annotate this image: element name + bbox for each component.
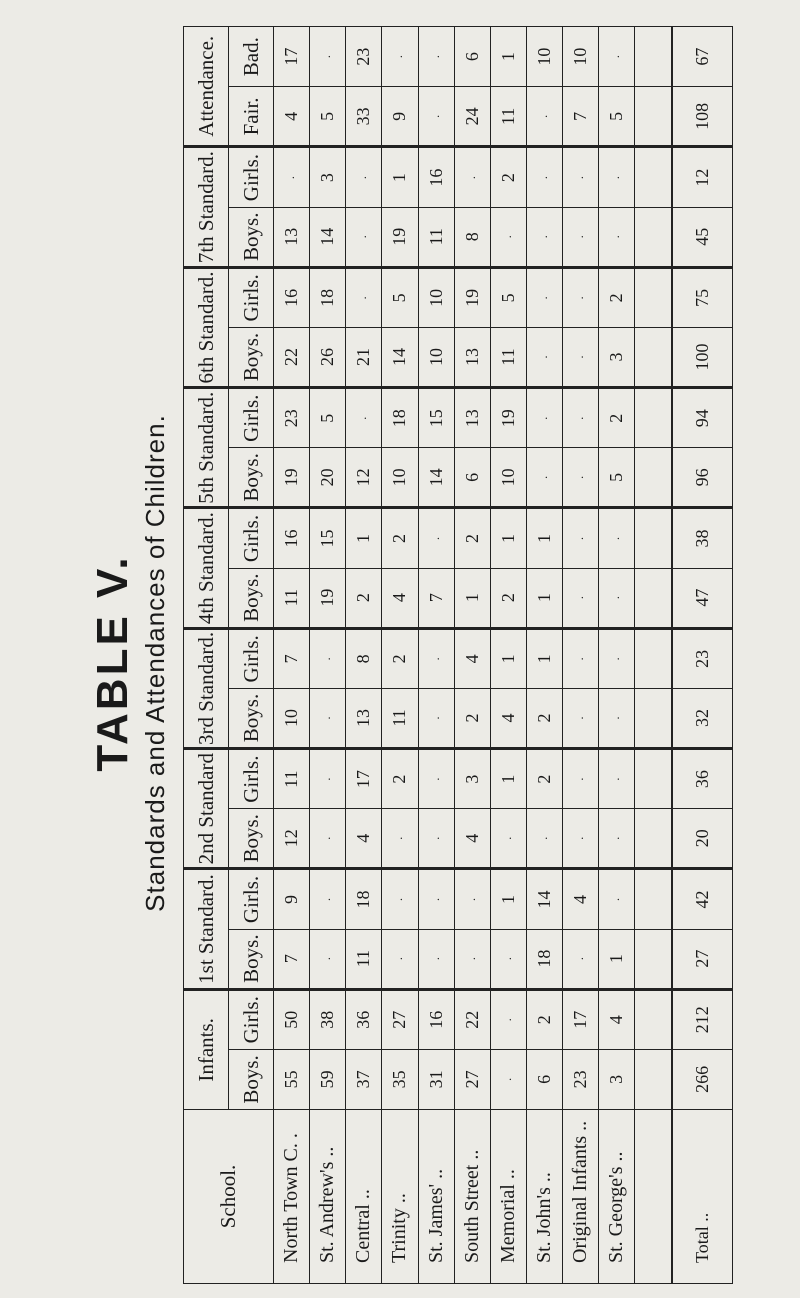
value-cell: · [563, 809, 599, 869]
value-cell: 4 [563, 869, 599, 929]
value-cell: 14 [382, 327, 418, 387]
value-cell: · [526, 87, 562, 147]
value-cell: 2 [346, 568, 382, 628]
value-cell: · [563, 508, 599, 568]
value-cell: 4 [490, 688, 526, 748]
sub-header: Girls. [229, 749, 274, 809]
value-cell: 18 [526, 929, 562, 989]
spacer-row [635, 27, 672, 1284]
value-cell: 3 [454, 749, 490, 809]
value-cell: 2 [454, 508, 490, 568]
value-cell: · [418, 508, 454, 568]
total-cell: 266 [672, 1049, 733, 1109]
value-cell: 1 [490, 628, 526, 688]
value-cell: · [599, 147, 635, 207]
value-cell: 19 [382, 207, 418, 267]
standards-table [183, 26, 733, 1284]
value-cell: 4 [454, 628, 490, 688]
value-cell: 2 [526, 688, 562, 748]
group-header: 3rd Standard. [184, 628, 229, 748]
school-name: St. George's .. [599, 1110, 635, 1284]
sub-header: Boys. [229, 1049, 274, 1109]
value-cell: · [382, 869, 418, 929]
value-cell: 1 [490, 508, 526, 568]
value-cell: 21 [346, 327, 382, 387]
school-name: St. John's .. [526, 1110, 562, 1284]
total-cell: 94 [672, 388, 733, 448]
value-cell: 1 [490, 869, 526, 929]
value-cell: 13 [274, 207, 310, 267]
value-cell: 4 [274, 87, 310, 147]
value-cell: · [599, 27, 635, 87]
value-cell: 2 [454, 688, 490, 748]
value-cell: 23 [274, 388, 310, 448]
value-cell: 20 [310, 448, 346, 508]
school-name: Original Infants .. [563, 1110, 599, 1284]
school-name: Memorial .. [490, 1110, 526, 1284]
total-cell: 100 [672, 327, 733, 387]
value-cell: 5 [310, 87, 346, 147]
value-cell: · [599, 207, 635, 267]
total-cell: 20 [672, 809, 733, 869]
value-cell: 10 [563, 27, 599, 87]
value-cell: 55 [274, 1049, 310, 1109]
value-cell: 18 [310, 267, 346, 327]
value-cell: · [490, 809, 526, 869]
value-cell: · [454, 147, 490, 207]
value-cell: 1 [490, 749, 526, 809]
value-cell: · [526, 809, 562, 869]
value-cell: 23 [563, 1049, 599, 1109]
sub-header: Bad. [229, 27, 274, 87]
table-row [490, 27, 526, 1284]
sub-header: Girls. [229, 508, 274, 568]
value-cell: 14 [310, 207, 346, 267]
value-cell: · [563, 628, 599, 688]
value-cell: · [310, 688, 346, 748]
school-name: North Town C. . [274, 1110, 310, 1284]
value-cell: 5 [490, 267, 526, 327]
value-cell: · [382, 809, 418, 869]
value-cell: · [599, 688, 635, 748]
value-cell: · [599, 749, 635, 809]
value-cell: · [346, 388, 382, 448]
value-cell: 11 [418, 207, 454, 267]
value-cell: · [526, 267, 562, 327]
table-row [418, 27, 454, 1284]
sub-header: Girls. [229, 267, 274, 327]
value-cell: 10 [526, 27, 562, 87]
value-cell: · [526, 207, 562, 267]
value-cell: · [599, 628, 635, 688]
value-cell: 59 [310, 1049, 346, 1109]
value-cell: 5 [599, 87, 635, 147]
value-cell: 6 [454, 448, 490, 508]
value-cell: · [563, 568, 599, 628]
total-cell: 38 [672, 508, 733, 568]
table-row [274, 27, 310, 1284]
value-cell: 6 [454, 27, 490, 87]
value-cell: · [310, 809, 346, 869]
sub-header: Boys. [229, 207, 274, 267]
table-row [454, 27, 490, 1284]
value-cell: 12 [346, 448, 382, 508]
value-cell: 26 [310, 327, 346, 387]
value-cell: 1 [382, 147, 418, 207]
value-cell: · [563, 388, 599, 448]
value-cell: · [310, 869, 346, 929]
value-cell: · [490, 929, 526, 989]
value-cell: 14 [526, 869, 562, 929]
total-label: Total .. [672, 1110, 733, 1284]
table-row [346, 27, 382, 1284]
value-cell: 17 [563, 989, 599, 1049]
value-cell: 13 [454, 327, 490, 387]
value-cell: 31 [418, 1049, 454, 1109]
value-cell: 2 [490, 568, 526, 628]
total-cell: 36 [672, 749, 733, 809]
value-cell: · [599, 869, 635, 929]
value-cell: 16 [274, 508, 310, 568]
value-cell: · [526, 147, 562, 207]
total-cell: 32 [672, 688, 733, 748]
value-cell: · [418, 869, 454, 929]
value-cell: · [563, 929, 599, 989]
value-cell: 27 [454, 1049, 490, 1109]
value-cell: 15 [418, 388, 454, 448]
value-cell: 17 [346, 749, 382, 809]
value-cell: 11 [490, 327, 526, 387]
value-cell: 5 [599, 448, 635, 508]
school-name: St. Andrew's .. [310, 1110, 346, 1284]
value-cell: · [563, 688, 599, 748]
value-cell: 38 [310, 989, 346, 1049]
value-cell: · [418, 809, 454, 869]
school-name: South Street .. [454, 1110, 490, 1284]
value-cell: 2 [599, 388, 635, 448]
total-cell: 12 [672, 147, 733, 207]
value-cell: 1 [526, 628, 562, 688]
value-cell: · [526, 388, 562, 448]
total-cell: 23 [672, 628, 733, 688]
value-cell: 16 [418, 147, 454, 207]
value-cell: · [346, 207, 382, 267]
value-cell: · [563, 749, 599, 809]
value-cell: · [454, 929, 490, 989]
sub-header: Girls. [229, 869, 274, 929]
sub-header: Boys. [229, 688, 274, 748]
group-header: 5th Standard. [184, 388, 229, 508]
value-cell: 3 [310, 147, 346, 207]
value-cell: 1 [526, 508, 562, 568]
value-cell: 6 [526, 1049, 562, 1109]
page-title: TABLE V. [88, 554, 137, 772]
value-cell: 1 [526, 568, 562, 628]
total-cell: 42 [672, 869, 733, 929]
value-cell: 10 [274, 688, 310, 748]
value-cell: · [310, 929, 346, 989]
value-cell: 19 [310, 568, 346, 628]
value-cell: 11 [274, 568, 310, 628]
total-cell: 212 [672, 989, 733, 1049]
value-cell: 1 [599, 929, 635, 989]
value-cell: 5 [310, 388, 346, 448]
table-row [310, 27, 346, 1284]
table-row [382, 27, 418, 1284]
value-cell: · [274, 147, 310, 207]
value-cell: 2 [599, 267, 635, 327]
total-row [672, 27, 733, 1284]
value-cell: · [418, 27, 454, 87]
value-cell: 13 [454, 388, 490, 448]
page-subtitle: Standards and Attendances of Children. [140, 414, 170, 912]
group-header: 1st Standard. [184, 869, 229, 989]
value-cell: · [563, 147, 599, 207]
value-cell: 3 [599, 1049, 635, 1109]
value-cell: · [346, 147, 382, 207]
value-cell: 1 [454, 568, 490, 628]
school-name: St. James' .. [418, 1110, 454, 1284]
value-cell: 2 [382, 508, 418, 568]
sub-header: Boys. [229, 929, 274, 989]
sub-header: Girls. [229, 989, 274, 1049]
value-cell: 3 [599, 327, 635, 387]
total-cell: 47 [672, 568, 733, 628]
value-cell: · [563, 267, 599, 327]
value-cell: 11 [382, 688, 418, 748]
value-cell: · [382, 27, 418, 87]
value-cell: 9 [274, 869, 310, 929]
group-header: Attendance. [184, 27, 229, 148]
value-cell: 18 [346, 869, 382, 929]
value-cell: 19 [490, 388, 526, 448]
value-cell: 19 [454, 267, 490, 327]
value-cell: 36 [346, 989, 382, 1049]
value-cell: 27 [382, 989, 418, 1049]
sub-header: Boys. [229, 327, 274, 387]
total-cell: 96 [672, 448, 733, 508]
value-cell: · [490, 1049, 526, 1109]
value-cell: · [310, 27, 346, 87]
value-cell: · [310, 628, 346, 688]
value-cell: 15 [310, 508, 346, 568]
value-cell: 12 [274, 809, 310, 869]
school-name: Central .. [346, 1110, 382, 1284]
group-header: 2nd Standard [184, 749, 229, 869]
value-cell: 10 [490, 448, 526, 508]
sub-header: Girls. [229, 147, 274, 207]
value-cell: · [526, 327, 562, 387]
value-cell: 2 [490, 147, 526, 207]
sub-header: Fair. [229, 87, 274, 147]
value-cell: 24 [454, 87, 490, 147]
value-cell: 19 [274, 448, 310, 508]
value-cell: · [382, 929, 418, 989]
value-cell: 7 [274, 929, 310, 989]
value-cell: 11 [346, 929, 382, 989]
value-cell: 35 [382, 1049, 418, 1109]
group-header: 6th Standard. [184, 267, 229, 387]
value-cell: 2 [526, 749, 562, 809]
value-cell: · [418, 87, 454, 147]
value-cell: 4 [346, 809, 382, 869]
value-cell: · [418, 749, 454, 809]
table-row [599, 27, 635, 1284]
value-cell: · [599, 809, 635, 869]
value-cell: 16 [418, 989, 454, 1049]
value-cell: 17 [274, 27, 310, 87]
value-cell: 37 [346, 1049, 382, 1109]
value-cell: 13 [346, 688, 382, 748]
school-header: School. [184, 1110, 274, 1284]
value-cell: 4 [454, 809, 490, 869]
group-header: Infants. [184, 989, 229, 1109]
total-cell: 67 [672, 27, 733, 87]
total-cell: 75 [672, 267, 733, 327]
value-cell: 50 [274, 989, 310, 1049]
value-cell: 7 [274, 628, 310, 688]
value-cell: 8 [346, 628, 382, 688]
value-cell: 8 [454, 207, 490, 267]
value-cell: 1 [346, 508, 382, 568]
value-cell: 7 [563, 87, 599, 147]
value-cell: 18 [382, 388, 418, 448]
school-name: Trinity .. [382, 1110, 418, 1284]
value-cell: · [563, 448, 599, 508]
sub-header: Boys. [229, 568, 274, 628]
value-cell: 9 [382, 87, 418, 147]
value-cell: 5 [382, 267, 418, 327]
value-cell: · [418, 628, 454, 688]
value-cell: · [563, 207, 599, 267]
sub-header: Girls. [229, 628, 274, 688]
total-cell: 27 [672, 929, 733, 989]
value-cell: 33 [346, 87, 382, 147]
sub-header: Boys. [229, 448, 274, 508]
value-cell: 11 [274, 749, 310, 809]
value-cell: 7 [418, 568, 454, 628]
value-cell: 22 [454, 989, 490, 1049]
value-cell: · [490, 989, 526, 1049]
value-cell: · [563, 327, 599, 387]
value-cell: 10 [418, 267, 454, 327]
value-cell: · [454, 869, 490, 929]
table-row [526, 27, 562, 1284]
value-cell: 10 [418, 327, 454, 387]
value-cell: 23 [346, 27, 382, 87]
value-cell: · [490, 207, 526, 267]
group-header: 7th Standard. [184, 147, 229, 267]
value-cell: 11 [490, 87, 526, 147]
value-cell: 4 [382, 568, 418, 628]
total-cell: 108 [672, 87, 733, 147]
value-cell: · [310, 749, 346, 809]
value-cell: · [526, 448, 562, 508]
sub-header: Girls. [229, 388, 274, 448]
value-cell: · [599, 568, 635, 628]
sub-header: Boys. [229, 809, 274, 869]
value-cell: 2 [382, 628, 418, 688]
value-cell: · [418, 688, 454, 748]
value-cell: 4 [599, 989, 635, 1049]
value-cell: 14 [418, 448, 454, 508]
total-cell: 45 [672, 207, 733, 267]
value-cell: 2 [382, 749, 418, 809]
value-cell: · [346, 267, 382, 327]
group-header: 4th Standard. [184, 508, 229, 628]
value-cell: 2 [526, 989, 562, 1049]
value-cell: 16 [274, 267, 310, 327]
value-cell: · [599, 508, 635, 568]
value-cell: 1 [490, 27, 526, 87]
value-cell: 22 [274, 327, 310, 387]
value-cell: · [418, 929, 454, 989]
table-row [563, 27, 599, 1284]
value-cell: 10 [382, 448, 418, 508]
